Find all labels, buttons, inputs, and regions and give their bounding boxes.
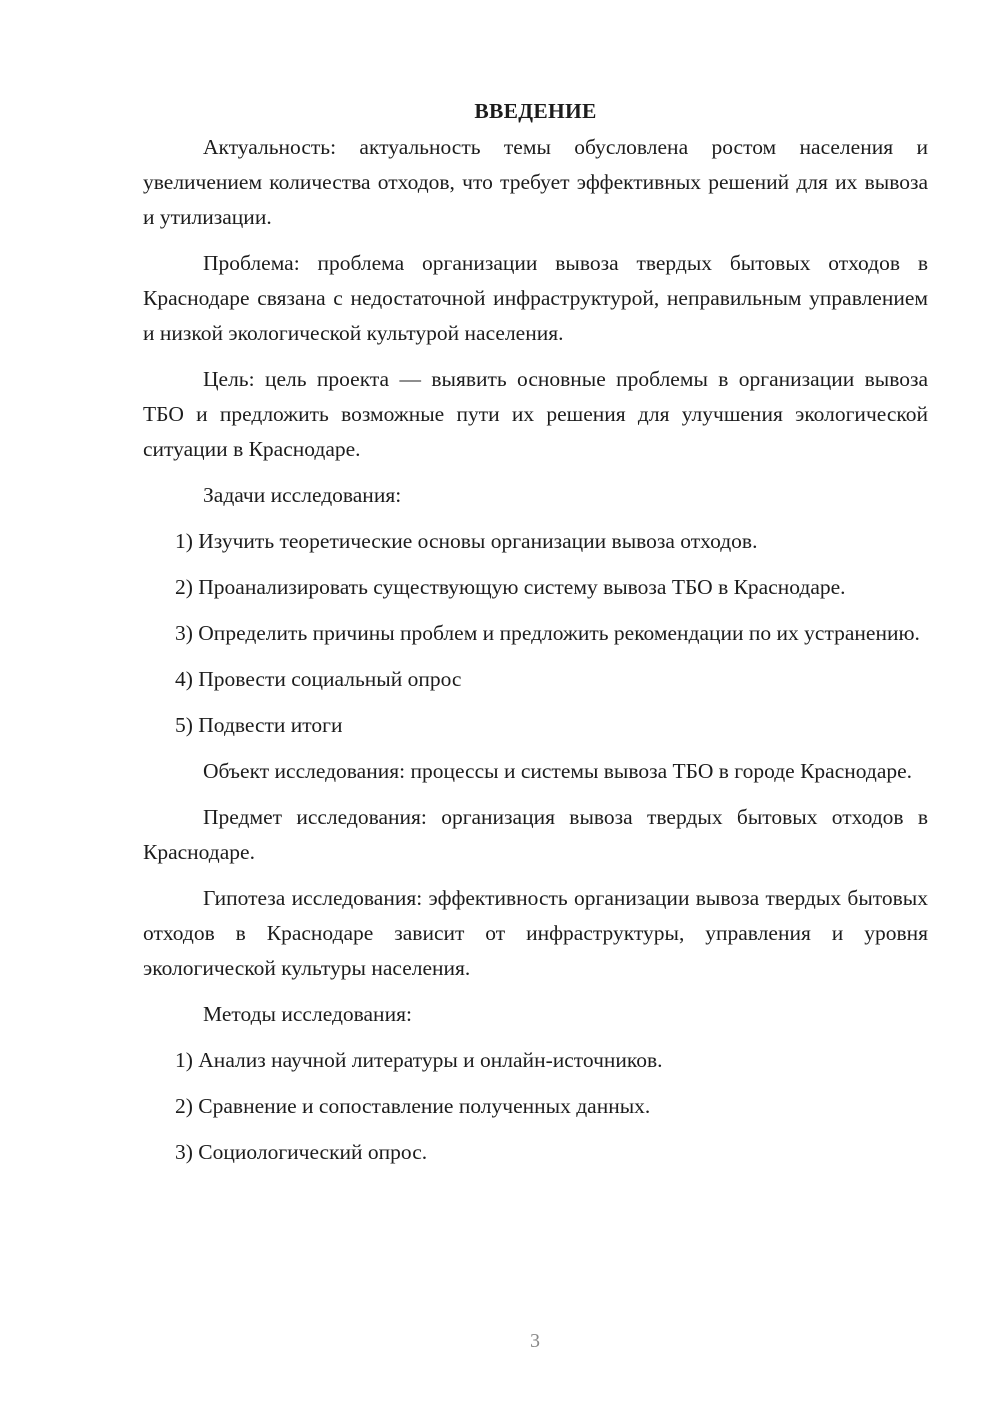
method-item: 2) Сравнение и сопоставление полученных данных. — [175, 1094, 651, 1118]
task-item: 2) Проанализировать существующую систему вывоза ТБО в Краснодаре. — [175, 575, 846, 599]
task-item: 5) Подвести итоги — [175, 713, 343, 737]
problem-paragraph: Проблема: проблема организации вывоза твердых бытовых отходов в Краснодаре связана с недостаточной инфраструктурой, неправильным управлением и низкой экологической культурой населения. — [143, 251, 928, 345]
document-body — [143, 94, 928, 1181]
goal-paragraph: Цель: цель проекта — выявить основные проблемы в организации вывоза ТБО и предложить возможные пути их решения для улучшения экологической ситуации в Краснодаре. — [143, 367, 928, 461]
method-item: 3) Социологический опрос. — [175, 1140, 428, 1164]
page-number: 3 — [530, 1330, 540, 1352]
section-title: ВВЕДЕНИЕ — [474, 99, 597, 123]
object-paragraph: Объект исследования: процессы и системы вывоза ТБО в городе Краснодаре. — [203, 759, 913, 783]
task-item: 3) Определить причины проблем и предложить рекомендации по их устранению. — [175, 621, 920, 645]
relevance-paragraph: Актуальность: актуальность темы обусловлена ростом населения и увеличением количества отходов, что требует эффективных решений для их вывоза и утилизации. — [143, 135, 928, 229]
method-item: 1) Анализ научной литературы и онлайн-источников. — [175, 1048, 663, 1072]
task-item: 1) Изучить теоретические основы организации вывоза отходов. — [175, 529, 758, 553]
tasks-heading: Задачи исследования: — [203, 483, 402, 507]
subject-paragraph: Предмет исследования: организация вывоза твердых бытовых отходов в Краснодаре. — [143, 805, 928, 864]
methods-heading: Методы исследования: — [203, 1002, 412, 1026]
hypothesis-paragraph: Гипотеза исследования: эффективность организации вывоза твердых бытовых отходов в Краснодаре зависит от инфраструктуры, управления и уровня экологической культуры населения. — [143, 886, 928, 980]
task-item: 4) Провести социальный опрос — [175, 667, 462, 691]
